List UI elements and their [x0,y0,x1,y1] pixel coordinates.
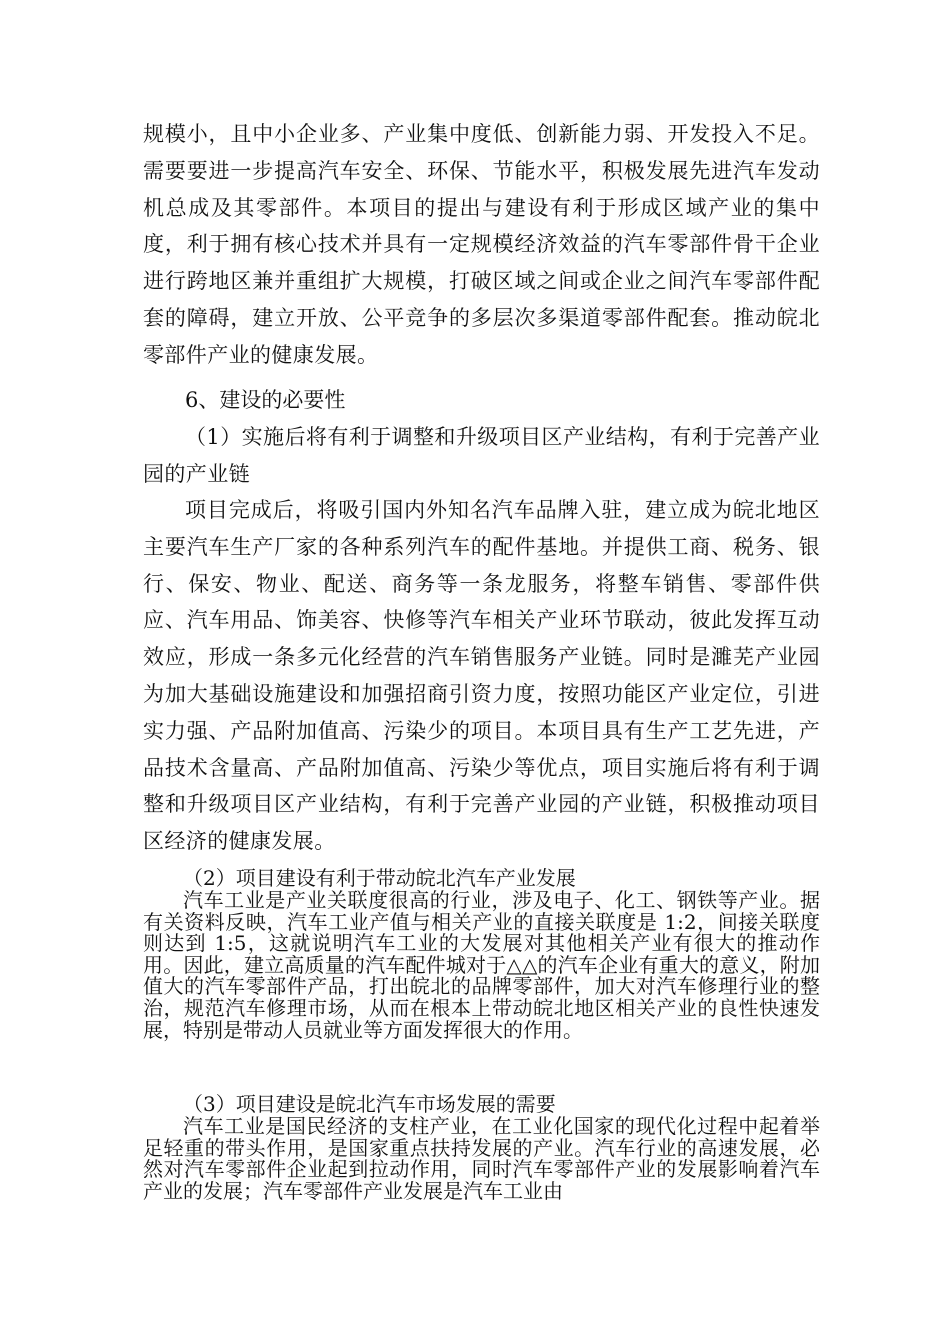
section-6-heading: 6、建设的必要性 [185,388,346,412]
subsection-1-body: 项目完成后，将吸引国内外知名汽车品牌入驻，建立成为皖北地区主要汽车生产厂家的各种系列汽车的配件基地。并提供工商、税务、银行、保安、物业、配送、商务等一条龙服务，将整车销售、零部件供应、汽车用品、饰美容、快修等汽车相关产业环节联动，彼此发挥互动效应，形成一条多元化经营的汽车销售服务产业链。同时是濉芜产业园为加大基础设施建设和加强招商引资力度，按照功能区产业定位，引进实力强、产品附加值高、污染少的项目。本项目具有生产工艺先进，产品技术含量高、产品附加值高、污染少等优点，项目实施后将有利于调整和升级项目区产业结构，有利于完善产业园的产业链，积极推动项目区经济的健康发展。 [143,498,820,854]
subsection-3-heading: （3）项目建设是皖北汽车市场发展的需要 [183,1092,556,1116]
subsection-2-heading: （2）项目建设有利于带动皖北汽车产业发展 [183,866,576,890]
subsection-1-heading: （1）实施后将有利于调整和升级项目区产业结构，有利于完善产业园的产业链 [143,425,820,486]
subsection-2-body: 汽车工业是产业关联度很高的行业，涉及电子、化工、钢铁等产业。据有关资料反映，汽车工业产值与相关产业的直接关联度是 1:2，间接关联度则达到 1:5，这就说明汽车工业的大发展对其他相关产业有很大的推动作用。因此，建立高质量的汽车配件城对于△△的汽车企业有重大的意义，附加值大的汽车零部件产品，打出皖北的品牌零部件，加大对汽车修理行业的整治，规范汽车修理市场，从而在根本上带动皖北地区相关产业的良性快速发展，特别是带动人员就业等方面发挥很大的作用。 [143,888,820,1042]
subsection-3-body: 汽车工业是国民经济的支柱产业，在工业化国家的现代化过程中起着举足轻重的带头作用，是国家重点扶持发展的产业。汽车行业的高速发展，必然对汽车零部件企业起到拉动作用，同时汽车零部件产业的发展影响着汽车产业的发展；汽车零部件产业发展是汽车工业由 [143,1114,820,1203]
paragraph-continuation: 规模小，且中小企业多、产业集中度低、创新能力弱、开发投入不足。需要要进一步提高汽车安全、环保、节能水平，积极发展先进汽车发动机总成及其零部件。本项目的提出与建设有利于形成区域产业的集中度，利于拥有核心技术并具有一定规模经济效益的汽车零部件骨干企业进行跨地区兼并重组扩大规模，打破区域之间或企业之间汽车零部件配套的障碍，建立开放、公平竞争的多层次多渠道零部件配套。推动皖北零部件产业的健康发展。 [143,122,820,367]
